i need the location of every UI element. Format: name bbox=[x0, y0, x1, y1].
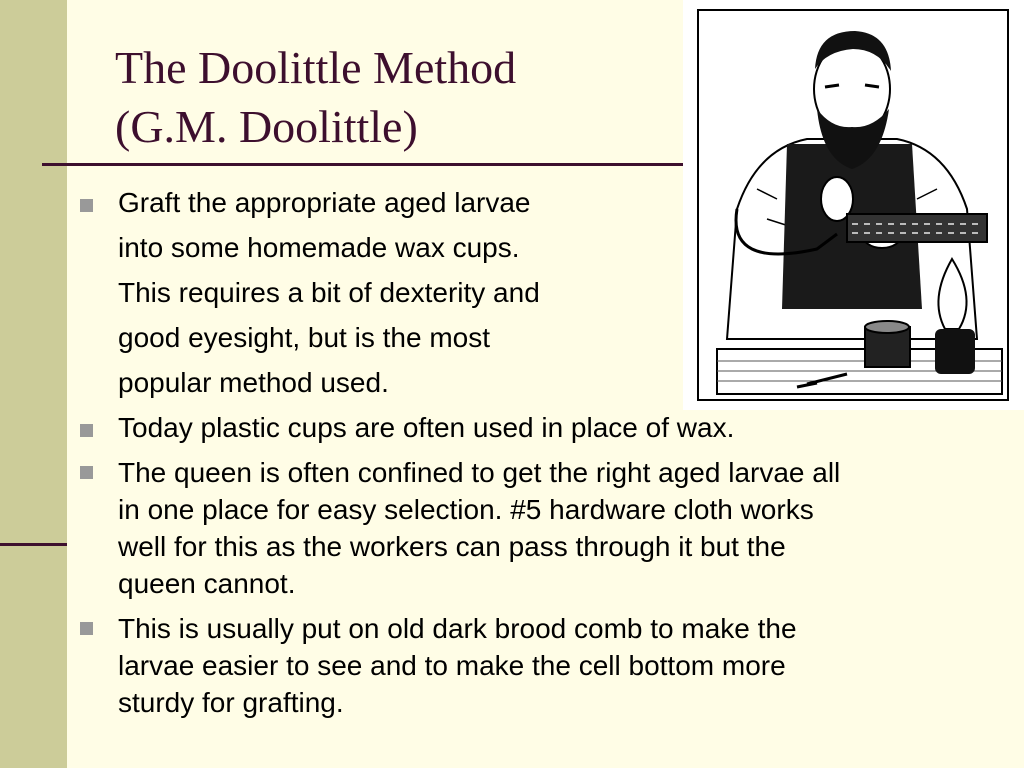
title-line-2: (G.M. Doolittle) bbox=[115, 101, 418, 152]
bullet-square-icon bbox=[80, 622, 93, 635]
portrait-image bbox=[683, 0, 1024, 410]
bullet-text: Today plastic cups are often used in place of wax. bbox=[118, 412, 735, 443]
sidebar-band bbox=[0, 0, 67, 768]
title-underline bbox=[42, 163, 685, 166]
title-line-1: The Doolittle Method bbox=[115, 42, 517, 93]
slide-title bbox=[115, 38, 516, 156]
bullet-text: The queen is often confined to get the right aged larvae all in one place for easy selection. #5 hardware cloth works well for this as the workers can pass through it but the queen cannot. bbox=[118, 457, 841, 599]
bullet-square-icon bbox=[80, 466, 93, 479]
bullet-text: Graft the appropriate aged larvae into some homemade wax cups. This requires a bit of dexterity and good eyesight, but is the most popular method used. bbox=[118, 187, 540, 398]
bullet-square-icon bbox=[80, 199, 93, 212]
bullet-square-icon bbox=[80, 424, 93, 437]
sidebar-divider bbox=[0, 543, 67, 546]
portrait-engraving-icon bbox=[697, 9, 1009, 401]
bullet-text: This is usually put on old dark brood comb to make the larvae easier to see and to make the cell bottom more sturdy for grafting. bbox=[118, 613, 797, 718]
